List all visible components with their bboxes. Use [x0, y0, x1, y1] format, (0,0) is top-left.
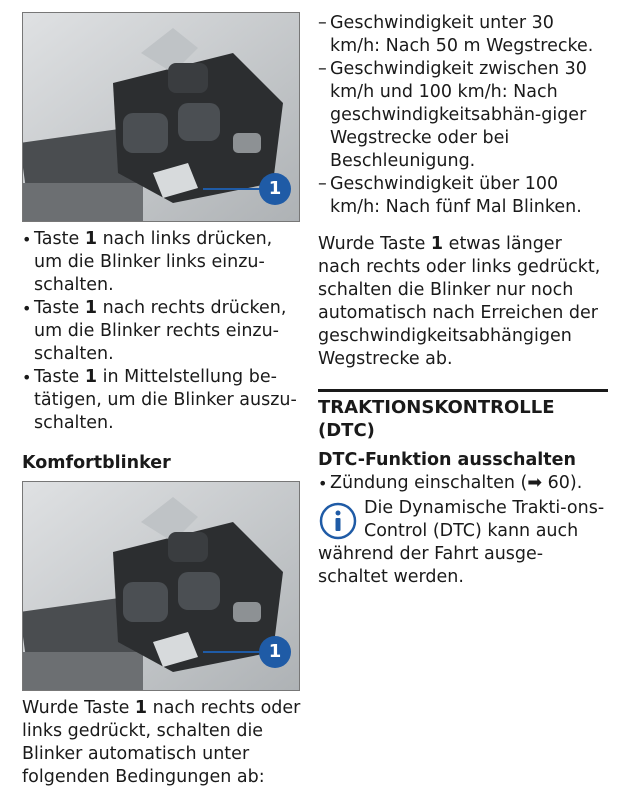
list-item: • Taste 1 in Mittelstellung be-tätigen, um die Blinker auszu-schalten.	[22, 367, 297, 433]
auto-off-conditions	[318, 12, 608, 219]
section-title: TRAKTIONSKONTROLLE (DTC)	[318, 389, 608, 442]
list-item: • Taste 1 nach links drücken, um die Blinker links einzu-schalten.	[22, 229, 273, 295]
list-item: – Geschwindigkeit zwischen 30 km/h und 100 km/h: Nach geschwindigkeitsabhän-giger Wegstrecke oder bei Beschleunigung.	[318, 59, 587, 171]
right-column	[318, 12, 608, 589]
callout-marker: 1	[259, 173, 291, 205]
list-item: – Geschwindigkeit unter 30 km/h: Nach 50 m Wegstrecke.	[318, 13, 594, 56]
turn-signal-instructions	[22, 228, 302, 435]
left-column	[22, 12, 302, 789]
info-icon	[318, 501, 358, 541]
list-item: • Zündung einschalten (➡ 60).	[318, 473, 583, 493]
handlebar-switch-photo-1	[22, 12, 300, 222]
list-item: – Geschwindigkeit über 100 km/h: Nach fünf Mal Blinken.	[318, 174, 582, 217]
handlebar-switch-photo-2	[22, 481, 300, 691]
long-press-paragraph: Wurde Taste 1 etwas länger nach rechts oder links gedrückt, schalten die Blinker nur noch automatisch nach Erreichen der geschwindigkeitsabhängigen Wegstrecke ab.	[318, 234, 601, 369]
callout-marker: 1	[259, 636, 291, 668]
komfortblinker-heading: Komfortblinker	[22, 453, 171, 473]
info-note: Die Dynamische Trakti-ons-Control (DTC) kann auch während der Fahrt ausge-schaltet werden.	[318, 498, 605, 587]
dtc-steps	[318, 472, 608, 495]
list-item: • Taste 1 nach rechts drücken, um die Blinker rechts einzu-schalten.	[22, 298, 287, 364]
komfort-paragraph: Wurde Taste 1 nach rechts oder links gedrückt, schalten die Blinker automatisch unter folgenden Bedingungen ab:	[22, 698, 301, 787]
subsection-title: DTC-Funktion ausschalten	[318, 450, 576, 470]
